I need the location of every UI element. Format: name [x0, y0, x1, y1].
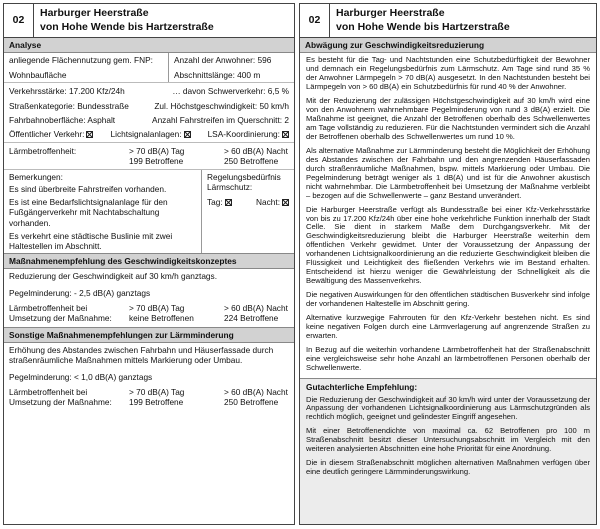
verkehr-staerke: Verkehrsstärke: 17.200 Kfz/24h	[9, 86, 125, 97]
umsetzung-1-nacht-value: 224 Betroffene	[224, 313, 279, 324]
regelung-tag-checkbox-icon	[225, 199, 232, 206]
fahrstreifen-anzahl: Anzahl Fahrstreifen im Querschnitt: 2	[152, 114, 289, 125]
title-line-2-right: von Hohe Wende bis Hartzerstraße	[336, 20, 510, 33]
oepnv-label: Öffentlicher Verkehr:	[9, 128, 85, 139]
umsetzung-2-tag-value: 199 Betroffene	[129, 397, 184, 408]
empfehlung-paragraph-3: Die in diesem Straßenabschnitt möglichen alternativen Maßnahmen verfügen über eine deutlich geringere Lärmminderungswirkung.	[306, 458, 590, 477]
empfehlung-block	[300, 378, 596, 525]
bemerkung-1: Es sind überbreite Fahrstreifen vorhanden.	[9, 184, 167, 195]
umsetzung-label-2: Lärmbetroffenheit bei Umsetzung der Maßnahme:	[9, 387, 112, 408]
umsetzung-1-tag-value: keine Betroffenen	[129, 313, 194, 324]
abwaegung-paragraph-4: Die Harburger Heerstraße verfügt als Bundesstraße bei einer Kfz-Verkehrsstärke von bis zu 17.200 Kfz/24h über eine hohe verkehrliche Funktion innerhalb der Stadt Celle. Sie dient in starkem Maße dem Durchgangsverkehr. Mit der Geschwindigkeitsreduzierung bleibt die Harburger Heerstraße weiterhin dem öffentlichen Verkehr gewidmet. Unter der Voraussetzung der Anpassung der vorhandenen Lichtsignalkoordinierung an die reduzierte Geschwindigkeit bleiben die Flüssigkeit und Leichtigkeit des fließenden Verkehrs wie im Bestand erhalten. Entscheidend ist hierzu weniger die Gewährleistung der Schnelligkeit als die Bewältigung des Massenverkehrs.	[306, 204, 590, 286]
right-header	[300, 4, 596, 38]
fnp-label: anliegende Flächennutzung gem. FNP:	[9, 55, 153, 66]
lsa-checkbox-icon	[184, 131, 191, 138]
right-sheet	[299, 3, 597, 525]
schwerverkehr: … davon Schwerverkehr: 6,5 %	[172, 86, 289, 97]
massnahme-text: Reduzierung der Geschwindigkeit auf 30 km/h ganztags.	[9, 271, 218, 282]
pegelminderung-1: Pegelminderung: - 2,5 dB(A) ganztags	[9, 288, 151, 299]
section-title	[34, 4, 220, 37]
regelung-nacht-checkbox-icon	[282, 199, 289, 206]
oepnv-checkbox-icon	[86, 131, 93, 138]
laerm-tag-head: > 70 dB(A) Tag	[129, 145, 185, 156]
sonstige-text: Erhöhung des Abstandes zwischen Fahrbahn und Häuserfassade durch straßenräumliche Maßnahmen mittels Markierung oder Umbau.	[9, 344, 274, 365]
bemerkung-3: Es verkehrt eine städtische Buslinie mit zwei Haltestellen im Abschnitt.	[9, 230, 173, 251]
hoechstgeschwindigkeit: Zul. Höchstgeschwindigkeit: 50 km/h	[154, 100, 289, 111]
empfehlung-paragraph-1: Die Reduzierung der Geschwindigkeit auf 30 km/h wird unter der Voraussetzung der Anpassung der vorhandenen Lichtsignalkoordinierung aus Lärmschutzgründen als rechtlich möglich, geeignet und gelindester Eingriff angesehen.	[306, 394, 590, 422]
laerm-table	[4, 146, 294, 156]
umsetzung-2-nacht-head: > 60 dB(A) Nacht	[224, 387, 288, 398]
analyse-header: Analyse	[4, 38, 294, 53]
umsetzung-1-tag-head: > 70 dB(A) Tag	[129, 303, 185, 314]
umsetzung-1-nacht-head: > 60 dB(A) Nacht	[224, 303, 288, 314]
sonstige-header: Sonstige Maßnahmenempfehlungen zur Lärmminderung	[4, 327, 294, 343]
abwaegung-paragraph-2: Mit der Reduzierung der zulässigen Höchstgeschwindigkeit auf 30 km/h wird eine von den Anwohnern wahrnehmbare Pegelminderung von rund 3 dB(A) erzielt. Die Maßnahme ist geeignet, die Anzahl der Betroffenen oberhalb des Schwellenwertes am Tage vollständig zu reduzieren. Für die Nachtstunden vermindert sich die Anzahl der Betroffenen oberhalb des Schwellenwertes um rund 10 %.	[306, 96, 590, 141]
abwaegung-paragraph-1: Es besteht für die Tag- und Nachtstunden eine Schutzbedürftigkeit der Bewohner und demnach ein Regelungsbedürfnis zum Lärmschutz. Am Tage sind rund 35 % der Anwohner Lärmpegeln > 70 dB(A) ausgesetzt. In den Nachtstunden besteht bei Lärmpegeln von > 60 dB(A) ein Schutzbedürfnis für rund 40 % der Anwohner.	[306, 55, 590, 92]
umsetzung-2-nacht-value: 250 Betroffene	[224, 397, 279, 408]
regelung-label: Regelungsbedürfnis Lärmschutz:	[207, 172, 281, 193]
title-line-2: von Hohe Wende bis Hartzerstraße	[40, 20, 214, 33]
abwaegung-body	[300, 53, 596, 373]
lsa-koord-field	[208, 129, 289, 139]
section-number: 02	[4, 4, 34, 37]
laerm-nacht-head: > 60 dB(A) Nacht	[224, 145, 288, 156]
laerm-tag-value: 199 Betroffene	[129, 156, 184, 167]
title-line-1: Harburger Heerstraße	[40, 7, 149, 20]
umsetzung-label-1: Lärmbetroffenheit bei Umsetzung der Maßnahme:	[9, 303, 112, 324]
lsa-label: Lichtsignalanlagen:	[110, 128, 182, 139]
empfehlung-paragraph-2: Mit einer Betroffenendichte von maximal ca. 62 Betroffenen pro 100 m Straßenabschnitt besitzt dieser Untersuchungsabschnitt im Vergleich mit den weiteren analysierten Abschnitten eine hohe Priorität für eine Anordnung.	[306, 426, 590, 454]
lsa-koord-checkbox-icon	[282, 131, 289, 138]
section-title-right	[330, 4, 516, 37]
laerm-nacht-value: 250 Betroffene	[224, 156, 279, 167]
abwaegung-header: Abwägung zur Geschwindigkeitsreduzierung	[300, 38, 596, 53]
title-line-1-right: Harburger Heerstraße	[336, 7, 445, 20]
fnp-block	[4, 53, 294, 82]
oepnv-field	[9, 129, 93, 139]
abwaegung-paragraph-5: Die negativen Auswirkungen für den öffentlichen städtischen Busverkehr sind infolge der vorhandenen Haltestelle im Abschnitt gering.	[306, 290, 590, 309]
strassen-kategorie: Straßenkategorie: Bundesstraße	[9, 100, 129, 111]
left-header	[4, 4, 294, 38]
laerm-label: Lärmbetroffenheit:	[9, 145, 77, 156]
anwohner-count: Anzahl der Anwohner: 596	[174, 55, 272, 66]
fnp-value: Wohnbaufläche	[9, 70, 67, 81]
massnahme-header: Maßnahmenempfehlung des Geschwindigkeitskonzeptes	[4, 253, 294, 269]
regelung-nacht-label: Nacht:	[256, 197, 280, 208]
regelung-tag-label: Tag:	[207, 197, 223, 208]
abschnitt-length: Abschnittslänge: 400 m	[174, 70, 261, 81]
left-sheet	[3, 3, 295, 525]
abwaegung-paragraph-6: Alternative kurzwegige Fahrrouten für den Kfz-Verkehr bestehen nicht. Es sind keine negativen Folgen durch eine Lärmverlagerung auf angrenzende Straßen zu erwarten.	[306, 313, 590, 340]
lsa-koord-label: LSA-Koordinierung:	[207, 128, 280, 139]
fahrbahn-oberflaeche: Fahrbahnoberfläche: Asphalt	[9, 114, 116, 125]
abwaegung-paragraph-3: Als alternative Maßnahme zur Lärmminderung besteht die Möglichkeit der Erhöhung des Abstandes zwischen der Fahrbahn und den angrenzenden Häuserfassaden durch straßenräumliche Maßnahmen, bspw. mittels Markierung oder Umbau. Die Pegelminderung beträgt weniger als 1 dB(A) und ist für die Anwohner akustisch nicht wahrnehmbar. Die Lärmbetroffenheit bei Umsetzung der Maßnahme verbleibt – bezogen auf die Schwellenwerte – ganz Bestand unverändert.	[306, 145, 590, 200]
pegelminderung-2: Pegelminderung: < 1,0 dB(A) ganztags	[9, 372, 153, 383]
abwaegung-paragraph-7: In Bezug auf die weiterhin vorhandene Lärmbetroffenheit hat der Straßenabschnitt eine vergleichsweise sehr hohe Anzahl an lärmbetroffenen Personen oberhalb der Schwellenwerte.	[306, 344, 590, 372]
bemerkungen-label: Bemerkungen:	[9, 172, 63, 183]
section-number-right: 02	[300, 4, 330, 37]
umsetzung-2-tag-head: > 70 dB(A) Tag	[129, 387, 185, 398]
bemerkungen-block	[4, 169, 294, 253]
lsa-field	[111, 129, 191, 139]
empfehlung-header: Gutachterliche Empfehlung:	[306, 381, 418, 392]
bemerkung-2: Es ist eine Bedarfslichtsignalanlage für den Fußgängerverkehr mit Nachtabschaltung vorhanden.	[9, 197, 168, 228]
